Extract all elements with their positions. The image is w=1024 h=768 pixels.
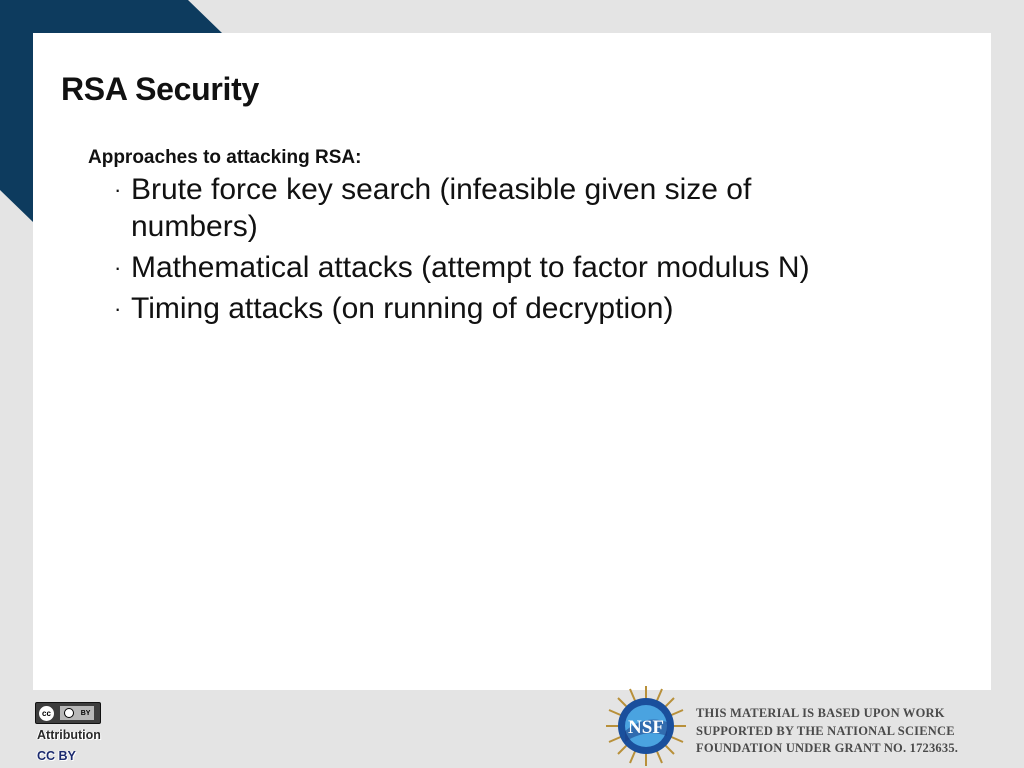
nsf-grant-line: THIS MATERIAL IS BASED UPON WORK <box>696 706 945 720</box>
cc-by-label: BY <box>80 709 91 717</box>
person-icon <box>64 708 74 718</box>
license-name-label: CC BY <box>37 749 76 763</box>
cc-license <box>35 702 107 766</box>
nsf-grant-line: FOUNDATION UNDER GRANT NO. 1723635. <box>696 741 959 755</box>
bullet-dot: · <box>114 296 122 321</box>
bullet-text: Timing attacks (on running of decryption) <box>131 292 674 325</box>
bullet-text: Brute force key search (infeasible given size of numbers) <box>131 173 752 243</box>
slide-card <box>33 33 991 690</box>
bullet-item <box>113 171 853 245</box>
nsf-grant-notice <box>696 705 958 758</box>
license-attribution-label: Attribution <box>37 728 101 742</box>
cc-by-box <box>60 706 94 720</box>
nsf-logo-text: NSF <box>628 717 664 738</box>
slide-title: RSA Security <box>61 71 259 107</box>
bullet-text: Mathematical attacks (attempt to factor modulus N) <box>131 251 810 284</box>
cc-by-badge-icon <box>35 702 101 724</box>
bullet-dot: · <box>114 255 122 280</box>
cc-icon: cc <box>39 706 54 721</box>
slide-subheading: Approaches to attacking RSA: <box>88 147 362 168</box>
bullet-item <box>113 290 853 327</box>
nsf-grant-line: SUPPORTED BY THE NATIONAL SCIENCE <box>696 723 955 738</box>
bullet-dot: · <box>114 177 122 202</box>
bullet-list <box>113 171 853 331</box>
bullet-item <box>113 249 853 286</box>
nsf-logo <box>604 684 688 768</box>
